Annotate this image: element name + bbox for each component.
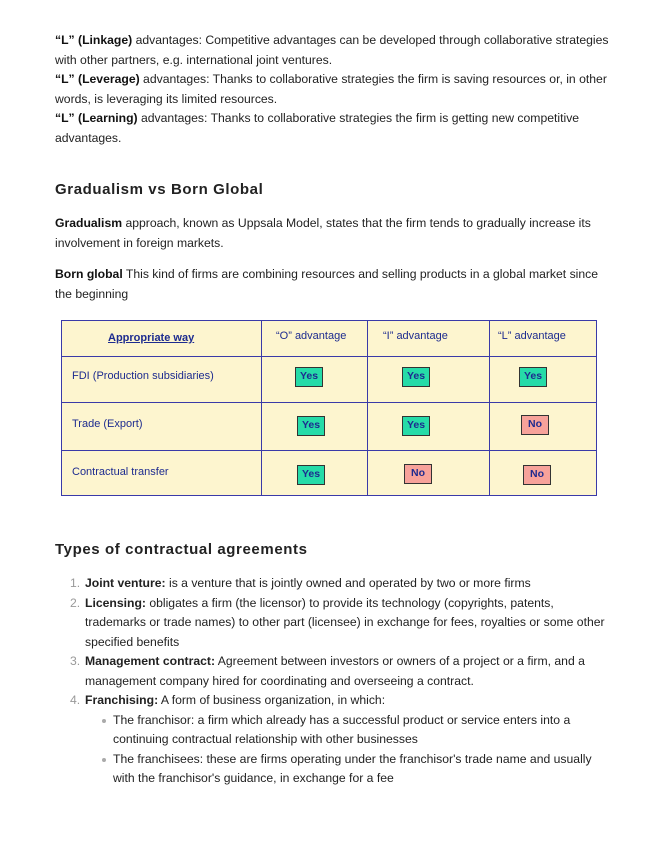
status-badge: No (521, 415, 549, 435)
status-badge: No (404, 464, 432, 484)
status-badge: Yes (295, 367, 323, 387)
list-item (55, 594, 615, 653)
table-header-way: Appropriate way (108, 332, 195, 344)
table-row-label: FDI (Production subsidiaries) (72, 370, 214, 382)
born-global-paragraph (55, 265, 610, 304)
list-item (55, 574, 615, 594)
status-badge: Yes (297, 416, 325, 436)
list-text: is a venture that is jointly owned and operated by two or more firms (165, 576, 531, 590)
leverage-term: “L” (Leverage) (55, 72, 140, 86)
list-number: 4. (70, 693, 81, 707)
status-badge: Yes (402, 416, 430, 436)
bullet-icon (102, 758, 106, 762)
linkage-term: “L” (Linkage) (55, 33, 133, 47)
sub-list-item (85, 711, 615, 750)
section-heading-contractual: Types of contractual agreements (55, 541, 308, 558)
list-term: Franchising: (85, 693, 159, 707)
born-global-term: Born global (55, 267, 123, 281)
list-text: A form of business organization, in which: (158, 693, 386, 707)
status-badge: Yes (297, 465, 325, 485)
status-badge: Yes (402, 367, 430, 387)
list-term: Joint venture: (85, 576, 166, 590)
status-badge: No (523, 465, 551, 485)
list-text: obligates a firm (the licensor) to provide its technology (copyrights, patents, trademarks or trade names) to other part (licensee) in exchange for fees, royalties or some other specified benefits (85, 595, 605, 649)
leverage-text: advantages: Thanks to collaborative strategies the firm is saving resources or, in other words, is leveraging its limited resources. (55, 72, 607, 106)
list-item (55, 691, 615, 789)
list-term: Licensing: (85, 595, 146, 610)
table-row-label: Contractual transfer (72, 466, 169, 478)
list-number: 3. (70, 654, 81, 668)
table-row-label: Trade (Export) (72, 418, 143, 430)
list-text: Agreement between investors or owners of a project or a firm, and a management company hired for coordinating and overseeing a contract. (85, 654, 585, 688)
leverage-paragraph (55, 70, 610, 109)
linkage-text: advantages: Competitive advantages can be developed through collaborative strategies with other partners, e.g. international joint ventures. (55, 33, 609, 67)
agreements-list (55, 574, 615, 789)
list-number: 2. (70, 595, 81, 610)
gradualism-term: Gradualism (55, 216, 123, 230)
sub-list-item (85, 750, 615, 789)
bullet-icon (102, 719, 106, 723)
table-header-l: “L” advantage (498, 330, 566, 342)
gradualism-text: approach, known as Uppsala Model, states that the firm tends to gradually increase its involvement in foreign markets. (55, 216, 591, 250)
list-term: Management contract: (85, 654, 216, 668)
list-number: 1. (70, 576, 81, 590)
sub-list-text: The franchisor: a firm which already has a successful product or service enters into a continuing contractual relationship with other businesses (113, 712, 571, 746)
linkage-paragraph (55, 31, 610, 70)
advantages-table (61, 320, 597, 496)
learning-paragraph (55, 109, 610, 148)
learning-term: “L” (Learning) (55, 111, 138, 125)
sub-list-text: The franchisees: these are firms operating under the franchisor's trade name and usually with the franchisor's guidance, in exchange for a fee (113, 751, 592, 785)
born-global-text: This kind of firms are combining resources and selling products in a global market since the beginning (55, 267, 599, 301)
table-header-i: “I” advantage (383, 330, 448, 342)
table-header-o: “O” advantage (276, 330, 347, 342)
list-item (55, 652, 615, 691)
section-heading-gradualism: Gradualism vs Born Global (55, 181, 264, 198)
status-badge: Yes (519, 367, 547, 387)
learning-text: advantages: Thanks to collaborative strategies the firm is getting new competitive advantages. (55, 111, 580, 145)
gradualism-paragraph (55, 214, 610, 253)
franchising-sublist (85, 711, 615, 789)
